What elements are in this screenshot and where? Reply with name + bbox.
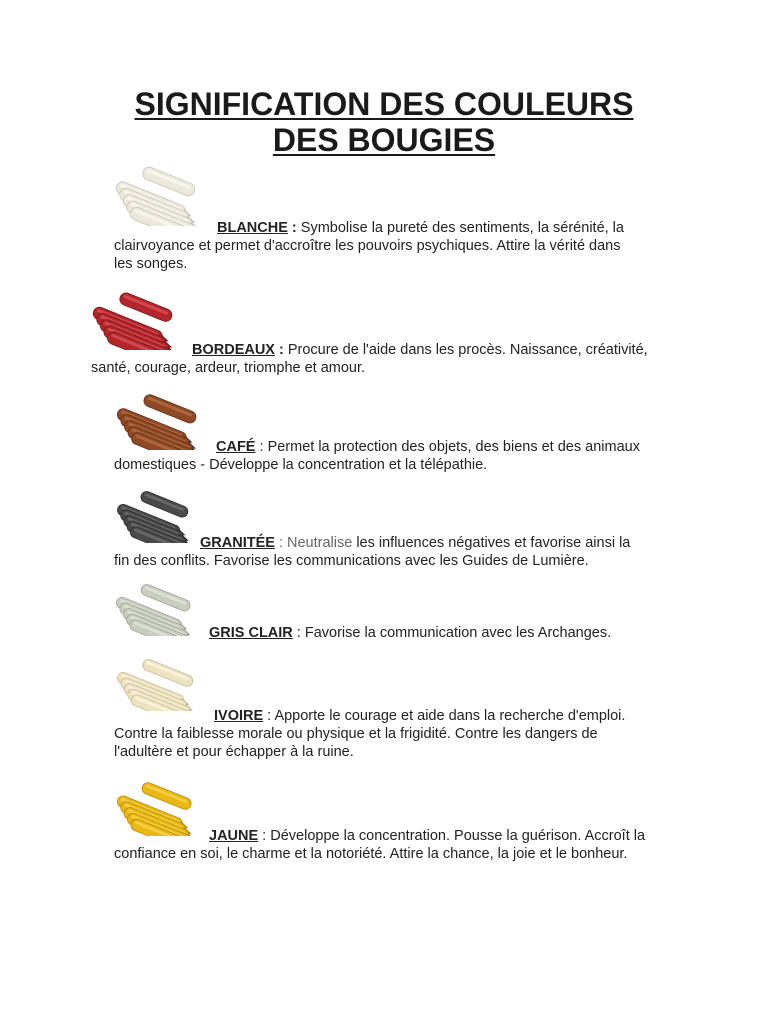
description-line-1: Développe la concentration. Pousse la guérison. Accroît la <box>266 828 646 844</box>
description-line-1: Symbolise la pureté des sentiments, la sérénité, la <box>296 220 624 236</box>
description-line-2: Contre la faiblesse morale ou physique et la frigidité. Contre les dangers de <box>114 726 598 742</box>
color-name: GRANITÉE <box>200 535 275 551</box>
description-line-2: confiance en soi, le charme et la notoriété. Attire la chance, la joie et le bonheur. <box>114 846 628 862</box>
description-line-1: Permet la protection des objets, des biens et des animaux <box>263 439 640 455</box>
description-line-3: l'adultère et pour échapper à la ruine. <box>114 744 354 760</box>
entry-text <box>114 624 611 642</box>
entry-text <box>114 534 630 570</box>
separator: : <box>255 439 264 455</box>
description-line-2: fin des conflits. Favorise les communications avec les Guides de Lumière. <box>114 553 589 569</box>
entry-text <box>114 438 640 474</box>
title-line-2: DES BOUGIES <box>272 122 496 158</box>
separator: : <box>274 535 283 551</box>
description-line-1: Procure de l'aide dans les procès. Naissance, créativité, <box>283 342 648 358</box>
description-line-2: santé, courage, ardeur, triomphe et amour. <box>91 360 366 376</box>
color-name: GRIS CLAIR <box>209 625 293 641</box>
entry-text <box>114 827 645 863</box>
description-highlight: Neutralise <box>282 535 353 551</box>
separator: : <box>292 625 301 641</box>
description-line-2: clairvoyance et permet d'accroître les pouvoirs psychiques. Attire la vérité dans <box>114 238 621 254</box>
color-name: BORDEAUX <box>192 342 275 358</box>
color-name: JAUNE <box>209 828 259 844</box>
description-line-1: Favorise la communication avec les Archanges. <box>300 625 612 641</box>
title-line-1: SIGNIFICATION DES COULEURS <box>134 86 634 122</box>
candle-bundle-ivoire-image <box>114 655 212 711</box>
description-line-1: les influences négatives et favorise ainsi la <box>352 535 631 551</box>
separator: : <box>274 342 284 358</box>
candle-bundle-blanche-image <box>113 162 215 226</box>
separator: : <box>258 828 267 844</box>
entry-text <box>114 707 625 761</box>
description-line-2: domestiques - Développe la concentration et la télépathie. <box>114 457 488 473</box>
description-line-3: les songes. <box>114 256 188 272</box>
description-line-1: Apporte le courage et aide dans la recherche d'emploi. <box>271 708 626 724</box>
entry-text <box>114 219 624 273</box>
color-name: CAFÉ <box>216 439 256 455</box>
color-name: BLANCHE <box>217 220 288 236</box>
separator: : <box>263 708 272 724</box>
color-name: IVOIRE <box>214 708 264 724</box>
separator: : <box>287 220 297 236</box>
page-title <box>0 86 768 158</box>
entry-text <box>91 341 648 377</box>
